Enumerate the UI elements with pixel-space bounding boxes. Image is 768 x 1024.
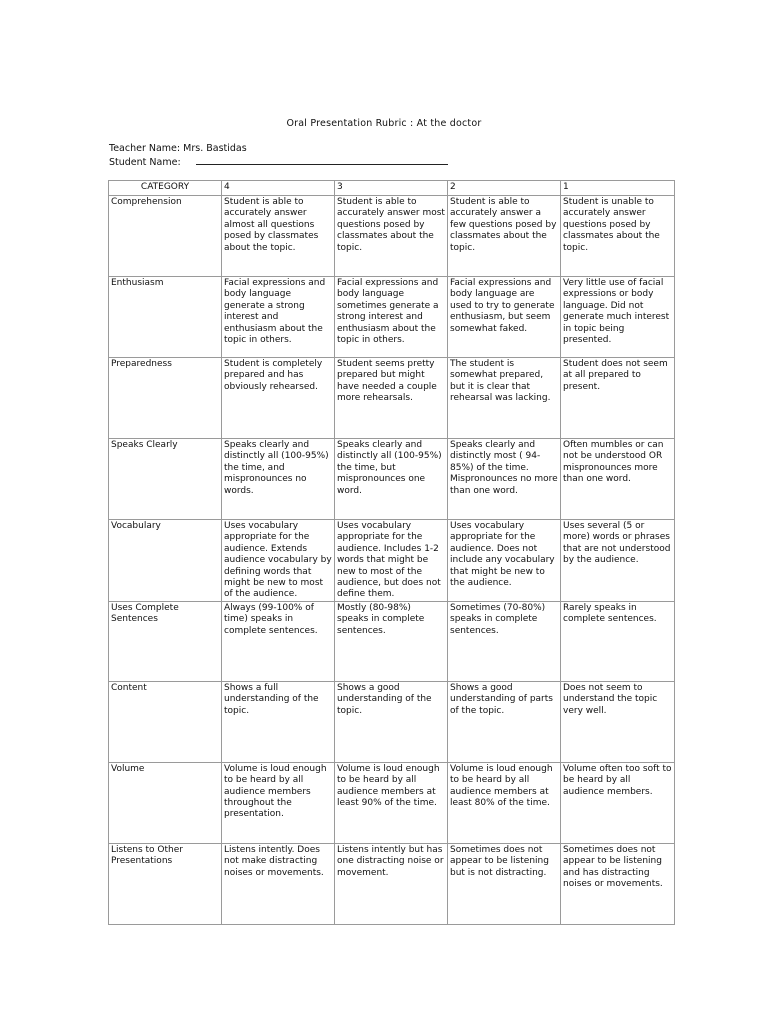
score-1-cell: Student is unable to accurately answer questions posed by classmates about the topic. (561, 196, 675, 277)
student-name-line (109, 155, 448, 168)
score-4-cell: Always (99-100% of time) speaks in complete sentences. (222, 601, 335, 681)
score-4-cell: Speaks clearly and distinctly all (100-95%) the time, and mispronounces no words. (222, 439, 335, 520)
teacher-name-value: Mrs. Bastidas (183, 143, 247, 154)
category-cell: Speaks Clearly (109, 439, 222, 520)
score-2-cell: Shows a good understanding of parts of the topic. (448, 681, 561, 762)
score-2-cell: The student is somewhat prepared, but it is clear that rehearsal was lacking. (448, 358, 561, 439)
score-2-cell: Student is able to accurately answer a few questions posed by classmates about the topic. (448, 196, 561, 277)
score-3-cell: Facial expressions and body language sometimes generate a strong interest and enthusiasm about the topic in others. (335, 277, 448, 358)
score-1-cell: Rarely speaks in complete sentences. (561, 601, 675, 681)
score-3-cell: Student seems pretty prepared but might have needed a couple more rehearsals. (335, 358, 448, 439)
table-row (109, 358, 675, 439)
header-score-1: 1 (561, 181, 675, 196)
student-name-blank (196, 155, 448, 165)
document-title: Oral Presentation Rubric : At the doctor (286, 118, 482, 129)
header-score-4: 4 (222, 181, 335, 196)
category-cell: Listens to Other Presentations (109, 843, 222, 924)
score-1-cell: Does not seem to understand the topic very well. (561, 681, 675, 762)
category-cell: Vocabulary (109, 520, 222, 602)
category-cell: Enthusiasm (109, 277, 222, 358)
score-3-cell: Volume is loud enough to be heard by all audience members at least 90% of the time. (335, 762, 448, 843)
score-4-cell: Student is able to accurately answer almost all questions posed by classmates about the topic. (222, 196, 335, 277)
category-cell: Uses Complete Sentences (109, 601, 222, 681)
rubric-table (108, 180, 675, 925)
score-1-cell: Volume often too soft to be heard by all audience members. (561, 762, 675, 843)
header-score-2: 2 (448, 181, 561, 196)
score-1-cell: Very little use of facial expressions or body language. Did not generate much interest in topic being presented. (561, 277, 675, 358)
score-4-cell: Volume is loud enough to be heard by all audience members throughout the presentation. (222, 762, 335, 843)
student-name-label: Student Name: (109, 157, 181, 168)
table-row (109, 843, 675, 924)
category-cell: Volume (109, 762, 222, 843)
category-cell: Comprehension (109, 196, 222, 277)
table-row (109, 601, 675, 681)
teacher-name-label: Teacher Name: (109, 143, 181, 154)
score-2-cell: Sometimes does not appear to be listening but is not distracting. (448, 843, 561, 924)
score-3-cell: Student is able to accurately answer most questions posed by classmates about the topic. (335, 196, 448, 277)
score-1-cell: Uses several (5 or more) words or phrases that are not understood by the audience. (561, 520, 675, 602)
table-row (109, 196, 675, 277)
score-4-cell: Shows a full understanding of the topic. (222, 681, 335, 762)
table-row (109, 681, 675, 762)
table-row (109, 762, 675, 843)
score-3-cell: Uses vocabulary appropriate for the audience. Includes 1-2 words that might be new to most of the audience, but does not define them. (335, 520, 448, 602)
score-4-cell: Student is completely prepared and has obviously rehearsed. (222, 358, 335, 439)
score-2-cell: Volume is loud enough to be heard by all audience members at least 80% of the time. (448, 762, 561, 843)
header-category: CATEGORY (109, 181, 222, 196)
table-row (109, 277, 675, 358)
score-1-cell: Sometimes does not appear to be listening and has distracting noises or movements. (561, 843, 675, 924)
score-2-cell: Facial expressions and body language are used to try to generate enthusiasm, but seem somewhat faked. (448, 277, 561, 358)
teacher-name-line (109, 143, 247, 154)
category-cell: Content (109, 681, 222, 762)
table-row (109, 439, 675, 520)
score-4-cell: Uses vocabulary appropriate for the audience. Extends audience vocabulary by defining words that might be new to most of the audience. (222, 520, 335, 602)
score-1-cell: Student does not seem at all prepared to present. (561, 358, 675, 439)
category-cell: Preparedness (109, 358, 222, 439)
score-3-cell: Listens intently but has one distracting noise or movement. (335, 843, 448, 924)
score-1-cell: Often mumbles or can not be understood OR mispronounces more than one word. (561, 439, 675, 520)
score-3-cell: Shows a good understanding of the topic. (335, 681, 448, 762)
table-row (109, 520, 675, 602)
score-4-cell: Facial expressions and body language generate a strong interest and enthusiasm about the topic in others. (222, 277, 335, 358)
header-row (109, 181, 675, 196)
score-2-cell: Speaks clearly and distinctly most ( 94-85%) of the time. Mispronounces no more than one word. (448, 439, 561, 520)
score-3-cell: Speaks clearly and distinctly all (100-95%) the time, but mispronounces one word. (335, 439, 448, 520)
header-score-3: 3 (335, 181, 448, 196)
score-2-cell: Sometimes (70-80%) speaks in complete sentences. (448, 601, 561, 681)
score-4-cell: Listens intently. Does not make distracting noises or movements. (222, 843, 335, 924)
score-2-cell: Uses vocabulary appropriate for the audience. Does not include any vocabulary that might be new to the audience. (448, 520, 561, 602)
score-3-cell: Mostly (80-98%) speaks in complete sentences. (335, 601, 448, 681)
